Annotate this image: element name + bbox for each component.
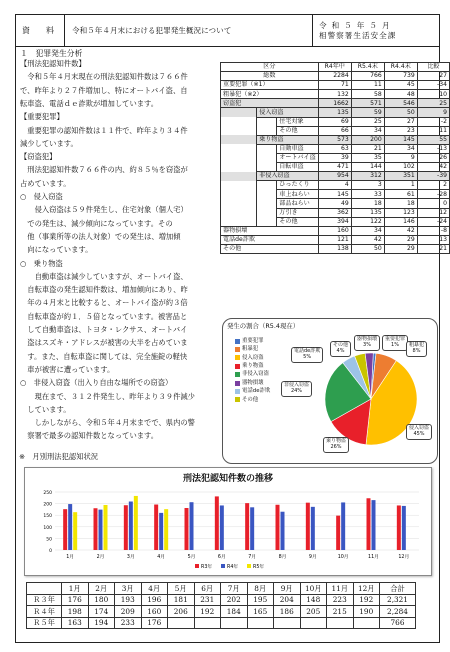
month-cell bbox=[168, 617, 195, 629]
stats-cell: 9 bbox=[417, 108, 449, 117]
bar bbox=[336, 516, 340, 550]
body-line: 【重要犯罪】 bbox=[20, 112, 64, 122]
callout-damage: 器物損壊 3% bbox=[354, 335, 380, 351]
month-header: 8月 bbox=[247, 583, 274, 595]
bar bbox=[99, 510, 103, 550]
body-line: 自転車盗の発生認知件数は、増加傾向にあり、昨 bbox=[20, 285, 188, 295]
stats-row-label: 部品ねらい bbox=[277, 199, 318, 208]
callout-fraud: 電話de詐欺 5% bbox=[291, 347, 323, 363]
callout-non-intrusion: 非侵入窃盗 24% bbox=[281, 381, 312, 397]
stats-cell: 34 bbox=[351, 126, 384, 135]
month-header: 合計 bbox=[380, 583, 416, 595]
body-line: 現在まで、３１２件発生し、昨年より３９件減少 bbox=[20, 391, 195, 401]
month-cell bbox=[194, 617, 221, 629]
month-header: 12月 bbox=[353, 583, 380, 595]
month-cell: 231 bbox=[194, 594, 221, 606]
stats-row bbox=[221, 81, 450, 90]
legend-swatch bbox=[247, 564, 251, 568]
stats-cell: -2 bbox=[417, 117, 449, 126]
body-line: 車が被害に遭っています。 bbox=[20, 364, 115, 374]
body-line: 重要犯罪の認知件数は１１件で、昨年より３４件 bbox=[20, 125, 188, 135]
stats-cell: 48 bbox=[384, 90, 417, 99]
month-header: 1月 bbox=[62, 583, 89, 595]
stats-row bbox=[221, 190, 450, 199]
stats-cell: 145 bbox=[318, 190, 351, 199]
bar bbox=[104, 505, 108, 550]
stats-cell: 23 bbox=[384, 126, 417, 135]
bar bbox=[124, 505, 128, 550]
x-tick-label: 11月 bbox=[368, 555, 379, 560]
month-header: 3月 bbox=[115, 583, 142, 595]
body-line: しています。 bbox=[20, 404, 71, 414]
stats-cell: 18 bbox=[384, 199, 417, 208]
month-cell: 186 bbox=[274, 606, 301, 618]
stats-cell: 50 bbox=[351, 244, 384, 253]
bar bbox=[372, 500, 376, 550]
legend-label: R4年 bbox=[227, 565, 239, 570]
month-cell: 2,321 bbox=[380, 594, 416, 606]
x-tick-label: 7月 bbox=[248, 555, 257, 560]
legend-label: その他 bbox=[242, 396, 259, 403]
month-cell bbox=[353, 617, 380, 629]
stats-header: 区分 bbox=[221, 63, 319, 72]
y-tick-label: 150 bbox=[43, 514, 52, 520]
stats-row bbox=[221, 217, 450, 226]
stats-cell: -34 bbox=[417, 81, 449, 90]
monthly-table bbox=[26, 582, 416, 629]
stats-row-label: 自転車盗 bbox=[277, 163, 318, 172]
body-line: での発生は、減少傾向になっています。その bbox=[20, 218, 173, 228]
bar bbox=[245, 503, 249, 550]
stats-row-label: 侵入窃盗 bbox=[257, 108, 319, 117]
bar bbox=[220, 505, 224, 550]
stats-cell: 21 bbox=[417, 244, 449, 253]
bar bbox=[73, 512, 77, 550]
body-line: して自動車盗は、トヨタ・レクサス、オートバイ bbox=[20, 325, 188, 334]
stats-cell: 200 bbox=[351, 135, 384, 144]
stats-cell: 351 bbox=[384, 172, 417, 181]
stats-cell: 55 bbox=[417, 135, 449, 144]
stats-cell: -8 bbox=[417, 226, 449, 235]
stats-cell: 13 bbox=[417, 235, 449, 244]
month-cell: Ｒ３年 bbox=[27, 594, 62, 606]
month-cell: 163 bbox=[62, 617, 89, 629]
stats-row bbox=[221, 135, 450, 144]
stats-cell: 138 bbox=[318, 244, 351, 253]
stats-row bbox=[221, 126, 450, 135]
stats-cell: 122 bbox=[351, 217, 384, 226]
legend-label: 乗り物盗 bbox=[242, 362, 264, 369]
stats-cell: 35 bbox=[351, 153, 384, 162]
stats-cell: 21 bbox=[351, 144, 384, 153]
month-cell: 223 bbox=[327, 594, 354, 606]
stats-row bbox=[221, 172, 450, 181]
crime-stats-table bbox=[220, 62, 450, 254]
stats-cell: 11 bbox=[417, 126, 449, 135]
bar bbox=[311, 507, 315, 550]
stats-cell: 26 bbox=[417, 153, 449, 162]
stats-row bbox=[221, 226, 450, 235]
stats-row-label: 車上ねらい bbox=[277, 190, 318, 199]
stats-row-label: 自動車盗 bbox=[277, 144, 318, 153]
bar bbox=[154, 505, 158, 550]
month-row bbox=[27, 594, 416, 606]
stats-cell: 34 bbox=[384, 144, 417, 153]
month-cell: 193 bbox=[115, 594, 142, 606]
x-tick-label: 8月 bbox=[278, 555, 287, 560]
month-cell: 233 bbox=[115, 617, 142, 629]
bar bbox=[402, 506, 406, 550]
y-tick-label: 100 bbox=[43, 525, 52, 531]
body-line: 【刑法犯認知件数】 bbox=[20, 59, 86, 68]
stats-cell: 33 bbox=[351, 190, 384, 199]
doc-office: 相警察署生活安全課 bbox=[319, 30, 397, 40]
y-tick-label: 50 bbox=[46, 537, 52, 543]
stats-row-label: その他 bbox=[221, 244, 319, 253]
callout-vehicle: 乗り物盗 26% bbox=[323, 437, 349, 453]
stats-row bbox=[221, 181, 450, 190]
stats-cell: 59 bbox=[351, 108, 384, 117]
stats-cell: 29 bbox=[384, 235, 417, 244]
month-header: 2月 bbox=[88, 583, 115, 595]
month-cell bbox=[300, 617, 327, 629]
month-header: 4月 bbox=[141, 583, 168, 595]
month-header: 6月 bbox=[194, 583, 221, 595]
stats-cell: 71 bbox=[318, 81, 351, 90]
doc-issuer bbox=[313, 15, 439, 46]
bar bbox=[129, 502, 133, 550]
document-header bbox=[15, 14, 440, 47]
body-line: しかしながら、令和５年４月末までで、県内の警 bbox=[20, 418, 195, 428]
stats-row-label: 窃盗犯 bbox=[221, 99, 319, 108]
stats-cell: 25 bbox=[351, 117, 384, 126]
month-cell: 194 bbox=[88, 617, 115, 629]
month-header: 11月 bbox=[327, 583, 354, 595]
x-tick-label: 6月 bbox=[217, 555, 226, 560]
stats-cell: 145 bbox=[384, 135, 417, 144]
stats-cell: -39 bbox=[417, 172, 449, 181]
body-line: 減少しています。 bbox=[20, 138, 78, 148]
callout-heavy: 重要犯罪 1% bbox=[382, 335, 408, 351]
month-cell: 209 bbox=[115, 606, 142, 618]
bar bbox=[134, 496, 138, 550]
stats-row bbox=[221, 90, 450, 99]
y-tick-label: 250 bbox=[43, 491, 52, 496]
bar-chart-svg bbox=[25, 468, 433, 577]
x-tick-label: 4月 bbox=[157, 555, 166, 560]
stats-row-label: 住宅対象 bbox=[277, 117, 318, 126]
legend-label: R5年 bbox=[253, 565, 265, 570]
body-line: で、昨年より２７件増加し、特にオートバイ盗、自 bbox=[20, 85, 188, 95]
x-tick-label: 3月 bbox=[126, 555, 135, 560]
stats-row bbox=[221, 153, 450, 162]
stats-row-label: 重要犯罪（※1） bbox=[221, 81, 319, 90]
stats-cell: 42 bbox=[384, 226, 417, 235]
stats-cell: 144 bbox=[351, 163, 384, 172]
month-row bbox=[27, 617, 416, 629]
month-cell: Ｒ５年 bbox=[27, 617, 62, 629]
legend-label: R3年 bbox=[201, 565, 213, 570]
stats-cell: 34 bbox=[351, 226, 384, 235]
x-tick-label: 10月 bbox=[337, 555, 349, 560]
stats-cell: 1 bbox=[384, 181, 417, 190]
stats-row bbox=[221, 144, 450, 153]
month-header: 7月 bbox=[221, 583, 248, 595]
stats-cell: 471 bbox=[318, 163, 351, 172]
month-header: 5月 bbox=[168, 583, 195, 595]
stats-cell: 4 bbox=[318, 181, 351, 190]
stats-cell: 69 bbox=[318, 117, 351, 126]
legend-swatch bbox=[195, 564, 199, 568]
stats-cell: 58 bbox=[351, 90, 384, 99]
stats-row-label: オートバイ盗 bbox=[277, 153, 318, 162]
stats-row-label: ひったくり bbox=[277, 181, 318, 190]
pie-chart-panel bbox=[222, 318, 438, 464]
stats-cell: 123 bbox=[384, 208, 417, 217]
stats-cell: 571 bbox=[351, 99, 384, 108]
month-header bbox=[27, 583, 62, 595]
legend-label: 粗暴犯 bbox=[242, 346, 259, 353]
month-cell: 206 bbox=[168, 606, 195, 618]
bar bbox=[159, 513, 163, 550]
legend-label: 侵入窃盗 bbox=[242, 354, 264, 361]
stats-cell: 39 bbox=[318, 153, 351, 162]
bar bbox=[63, 509, 67, 550]
stats-cell: 312 bbox=[351, 172, 384, 181]
stats-cell: 25 bbox=[417, 99, 449, 108]
bar bbox=[190, 502, 194, 550]
body-line: 盗はスズキ・アドレスが被害の大半を占めていま bbox=[20, 338, 188, 348]
section-heading: １ 犯罪発生分析 bbox=[20, 49, 83, 58]
x-tick-label: 9月 bbox=[308, 555, 317, 560]
month-cell: 215 bbox=[327, 606, 354, 618]
stats-row-label: その他 bbox=[277, 217, 318, 226]
stats-header: R5.4末 bbox=[351, 63, 384, 72]
bar bbox=[341, 502, 345, 550]
stats-row bbox=[221, 108, 450, 117]
stats-cell: 573 bbox=[318, 135, 351, 144]
body-line: ○ 乗り物盗 bbox=[20, 258, 63, 268]
month-cell: 195 bbox=[247, 594, 274, 606]
x-tick-label: 1月 bbox=[66, 555, 75, 560]
stats-row bbox=[221, 117, 450, 126]
stats-cell: 135 bbox=[351, 208, 384, 217]
stats-cell: 3 bbox=[351, 181, 384, 190]
stats-cell: 12 bbox=[417, 208, 449, 217]
stats-row-label: 総数 bbox=[221, 72, 319, 81]
bar bbox=[94, 508, 98, 550]
stats-cell: -13 bbox=[417, 144, 449, 153]
bar bbox=[306, 503, 310, 550]
stats-cell: 132 bbox=[318, 90, 351, 99]
stats-cell: 2 bbox=[417, 181, 449, 190]
month-cell: 204 bbox=[274, 594, 301, 606]
month-cell: 180 bbox=[88, 594, 115, 606]
stats-cell: 27 bbox=[384, 117, 417, 126]
stats-cell: 146 bbox=[384, 217, 417, 226]
month-row bbox=[27, 606, 416, 618]
callout-other: その他 4% bbox=[330, 341, 351, 357]
doc-title: 令和５年４月末における犯罪発生概況について bbox=[65, 15, 313, 46]
stats-row bbox=[221, 208, 450, 217]
month-cell: 176 bbox=[141, 617, 168, 629]
stats-cell: -28 bbox=[417, 190, 449, 199]
pie-title: 発生の割合（R5.4現在） bbox=[227, 322, 300, 330]
stats-cell: 50 bbox=[384, 108, 417, 117]
legend-swatch bbox=[221, 564, 225, 568]
body-line: 令和５年４月末現在の刑法犯認知件数は７６６件 bbox=[20, 72, 188, 82]
stats-cell: 102 bbox=[384, 163, 417, 172]
x-tick-label: 12月 bbox=[398, 555, 410, 560]
stats-cell: 739 bbox=[384, 72, 417, 81]
month-header: 10月 bbox=[300, 583, 327, 595]
callout-intrusion: 侵入窃盗 45% bbox=[406, 424, 432, 440]
month-cell: 184 bbox=[221, 606, 248, 618]
month-cell: 176 bbox=[62, 594, 89, 606]
stats-row bbox=[221, 99, 450, 108]
bar bbox=[215, 496, 219, 550]
stats-cell: 0 bbox=[417, 199, 449, 208]
stats-row-label: その他 bbox=[277, 126, 318, 135]
legend-label: 重要犯罪 bbox=[242, 337, 264, 344]
stats-cell: 61 bbox=[384, 190, 417, 199]
month-cell bbox=[247, 617, 274, 629]
stats-cell: 42 bbox=[417, 163, 449, 172]
month-cell: 2,284 bbox=[380, 606, 416, 618]
month-cell: Ｒ４年 bbox=[27, 606, 62, 618]
month-cell: 192 bbox=[194, 606, 221, 618]
x-tick-label: 5月 bbox=[187, 555, 196, 560]
stats-cell: 49 bbox=[318, 199, 351, 208]
stats-row-label: 粗暴犯（※2） bbox=[221, 90, 319, 99]
stats-row-label: 器物損壊 bbox=[221, 226, 319, 235]
stats-row-label: 電話de詐欺 bbox=[221, 235, 319, 244]
body-line: ○ 侵入窃盗 bbox=[20, 192, 63, 201]
month-header: 9月 bbox=[274, 583, 301, 595]
legend-label: 器物損壊 bbox=[242, 379, 264, 386]
bar bbox=[164, 509, 168, 550]
y-tick-label: 200 bbox=[43, 502, 52, 508]
month-cell: 165 bbox=[247, 606, 274, 618]
body-line: す。また、自転車盗に関しては、完全施錠の軽快 bbox=[20, 351, 188, 361]
stats-cell: 27 bbox=[417, 72, 449, 81]
month-cell: 181 bbox=[168, 594, 195, 606]
month-cell: 205 bbox=[300, 606, 327, 618]
body-line: 他（事業所等の法人対象）での発生は、増加傾 bbox=[20, 231, 181, 241]
month-cell bbox=[327, 617, 354, 629]
bar bbox=[367, 498, 371, 550]
monthly-heading: ※ 月別刑法犯認知状況 bbox=[19, 452, 99, 461]
stats-cell: 1662 bbox=[318, 99, 351, 108]
legend-label: 非侵入窃盗 bbox=[242, 371, 269, 378]
body-line: ○ 非侵入窃盗（出入り自由な場所での窃盗） bbox=[20, 378, 173, 388]
stats-cell: 18 bbox=[351, 199, 384, 208]
doc-label: 資 料 bbox=[16, 15, 65, 46]
month-cell: 174 bbox=[88, 606, 115, 618]
body-line: 自転車盗が約１．５倍となっています。被害品と bbox=[20, 311, 188, 321]
bar bbox=[281, 512, 285, 550]
x-tick-label: 2月 bbox=[96, 555, 105, 560]
month-cell: 190 bbox=[353, 606, 380, 618]
month-cell: 192 bbox=[353, 594, 380, 606]
stats-cell: 135 bbox=[318, 108, 351, 117]
bar bbox=[68, 504, 72, 550]
monthly-bar-chart bbox=[24, 467, 432, 576]
body-line: 向になっています。 bbox=[20, 245, 93, 255]
body-line: 刑法犯認知件数７６６件の内、約８５％を窃盗が bbox=[20, 165, 188, 175]
stats-cell: 66 bbox=[318, 126, 351, 135]
month-cell: 202 bbox=[221, 594, 248, 606]
bar bbox=[397, 505, 401, 550]
stats-cell: 954 bbox=[318, 172, 351, 181]
stats-row-label: 乗り物盗 bbox=[257, 135, 319, 144]
stats-cell: 63 bbox=[318, 144, 351, 153]
stats-row-label: 非侵入窃盗 bbox=[257, 172, 319, 181]
stats-row bbox=[221, 244, 450, 253]
doc-date: 令和５年５月 bbox=[319, 21, 395, 31]
stats-cell: 10 bbox=[417, 90, 449, 99]
y-tick-label: 0 bbox=[49, 549, 52, 554]
stats-cell: 362 bbox=[318, 208, 351, 217]
month-cell: 160 bbox=[141, 606, 168, 618]
stats-cell: -24 bbox=[417, 217, 449, 226]
body-line: 占めています。 bbox=[20, 178, 71, 188]
stats-cell: 546 bbox=[384, 99, 417, 108]
month-cell: 198 bbox=[62, 606, 89, 618]
body-line: 察署で最多の認知件数となっています。 bbox=[20, 431, 159, 441]
body-line: 【窃盗犯】 bbox=[20, 152, 57, 162]
stats-row bbox=[221, 163, 450, 172]
bar bbox=[276, 505, 280, 550]
chart-title: 刑法犯認知件数の推移 bbox=[182, 474, 273, 484]
legend-label: 電話de詐欺 bbox=[242, 388, 271, 395]
month-cell: 148 bbox=[300, 594, 327, 606]
bar bbox=[250, 507, 254, 550]
body-line: 侵入窃盗は５９件発生し、住宅対象（個人宅） bbox=[20, 205, 188, 215]
month-cell bbox=[221, 617, 248, 629]
month-cell: 766 bbox=[380, 617, 416, 629]
stats-row bbox=[221, 72, 450, 81]
stats-row bbox=[221, 235, 450, 244]
stats-cell: 160 bbox=[318, 226, 351, 235]
bar bbox=[185, 508, 189, 550]
body-line: 転車盗、電話ｄｅ詐欺が増加しています。 bbox=[20, 98, 159, 108]
stats-cell: 766 bbox=[351, 72, 384, 81]
month-cell bbox=[274, 617, 301, 629]
stats-row-label: 万引き bbox=[277, 208, 318, 217]
body-line: 自動車盗は減少していますが、オートバイ盗、 bbox=[20, 271, 188, 281]
stats-header: R4.4末 bbox=[384, 63, 417, 72]
stats-cell: 121 bbox=[318, 235, 351, 244]
stats-header: 比較 bbox=[417, 63, 449, 72]
body-line: 年の４月末と比較すると、オートバイ盗が約３倍 bbox=[20, 298, 188, 308]
stats-cell: 45 bbox=[384, 81, 417, 90]
stats-cell: 11 bbox=[351, 81, 384, 90]
stats-row bbox=[221, 199, 450, 208]
callout-violent: 粗暴犯 8% bbox=[406, 341, 427, 357]
stats-cell: 9 bbox=[384, 153, 417, 162]
stats-cell: 29 bbox=[384, 244, 417, 253]
month-cell: 196 bbox=[141, 594, 168, 606]
stats-cell: 2284 bbox=[318, 72, 351, 81]
stats-cell: 42 bbox=[351, 235, 384, 244]
stats-header: R4年中 bbox=[318, 63, 351, 72]
stats-cell: 394 bbox=[318, 217, 351, 226]
